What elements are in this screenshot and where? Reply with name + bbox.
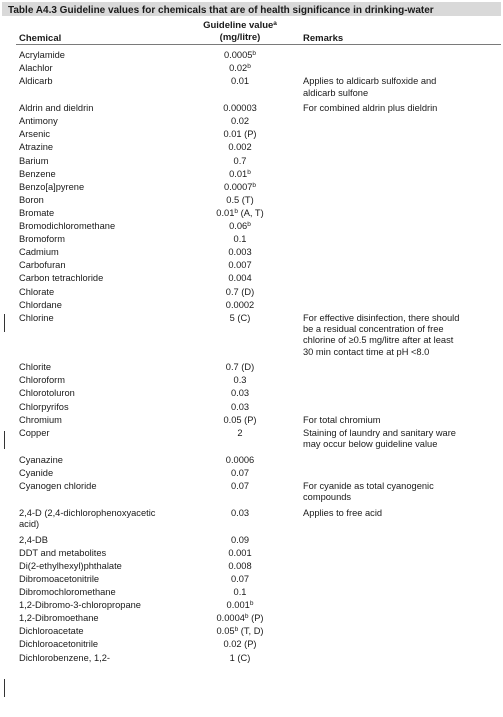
guideline-value-number: 0.1 — [233, 587, 247, 597]
footnote-mark: b — [247, 63, 251, 71]
chemical-name: Aldrin and dieldrin — [19, 103, 94, 114]
guideline-value — [195, 574, 285, 585]
guideline-value — [195, 287, 285, 298]
remarks-text: chlorine of ≥0.5 mg/litre after at least — [303, 335, 454, 346]
chemical-name: Dibromoacetonitrile — [19, 573, 100, 584]
remarks-text: 30 min contact time at pH <8.0 — [303, 346, 430, 357]
chemical-name: Chloroform — [19, 375, 65, 386]
chemical-name: Bromoform — [19, 234, 65, 245]
guideline-value — [195, 561, 285, 572]
guideline-value-number: 0.3 — [233, 375, 247, 386]
guideline-value — [195, 103, 285, 114]
revision-bar — [4, 314, 5, 332]
chemical-name: Boron — [19, 194, 44, 205]
chemical-name: Cyanogen chloride — [19, 480, 97, 491]
guideline-value-number: 1 (C) — [229, 652, 251, 663]
guideline-value — [195, 455, 285, 466]
chemical-name: Di(2-ethylhexyl)phthalate — [19, 560, 122, 571]
remarks-text: Applies to aldicarb sulfoxide and — [303, 76, 437, 87]
chemical-name: Carbon tetrachloride — [19, 273, 104, 284]
guideline-value-number: 0.03 — [230, 507, 250, 518]
chemical-name: Carbofuran — [19, 260, 66, 271]
guideline-value — [195, 639, 285, 650]
guideline-value-number: 0.001 — [228, 547, 252, 558]
revision-bar — [4, 431, 5, 449]
footnote-mark: b — [234, 626, 239, 634]
chemical-name: Chromium — [19, 414, 62, 425]
chemical-name: Dichlorobenzene, 1,2- — [19, 652, 110, 663]
header-guideline-value-label: Guideline value — [203, 20, 274, 31]
guideline-value — [195, 116, 285, 127]
remarks-text: For effective disinfection, there should — [303, 312, 460, 323]
title-bar — [2, 2, 501, 16]
chemical-name: Arsenic — [19, 129, 51, 140]
chemical-name: DDT and metabolites — [19, 547, 107, 558]
guideline-value-number: 5 (C) — [229, 312, 251, 323]
guideline-value-number: 0.1 — [233, 234, 247, 245]
guideline-value-designation: (T, D) — [238, 626, 264, 637]
guideline-value-number: 0.7 — [233, 155, 247, 166]
guideline-value — [195, 626, 285, 637]
guideline-value — [195, 169, 285, 180]
guideline-value-number: 2 — [237, 427, 243, 438]
guideline-value-number: 0.02 (P) — [223, 639, 257, 650]
footnote-mark: b — [234, 207, 239, 215]
guideline-value — [195, 415, 285, 426]
guideline-value — [195, 300, 285, 311]
guideline-value — [195, 535, 285, 546]
guideline-value — [195, 195, 285, 206]
guideline-value — [195, 428, 285, 439]
guideline-value-number: 0.01 (P) — [223, 129, 257, 140]
guideline-value-number: 0.004 — [228, 273, 252, 284]
chemical-name: Chlorpyrifos — [19, 401, 69, 412]
guideline-value-number: 0.008 — [228, 560, 252, 571]
chemical-name: 1,2-Dibromoethane — [19, 613, 99, 624]
guideline-value-designation: (P) — [248, 613, 264, 624]
remarks-text: For total chromium — [303, 414, 381, 425]
chemical-name: Alachlor — [19, 63, 53, 74]
chemical-name: Chlorite — [19, 362, 52, 373]
guideline-value-number: 0.002 — [228, 142, 252, 153]
chemical-name: Cyanide — [19, 467, 54, 478]
guideline-value-number: 0.05 — [216, 626, 235, 637]
remarks-text: be a residual concentration of free — [303, 324, 444, 334]
guideline-value — [195, 76, 285, 87]
guideline-value-number: 0.01 — [229, 168, 248, 179]
guideline-value-number: 0.001 — [226, 600, 250, 611]
chemical-name: Dibromochloromethane — [19, 587, 116, 597]
header-remarks: Remarks — [303, 33, 344, 44]
guideline-value — [195, 63, 285, 74]
footnote-mark: b — [247, 168, 251, 176]
chemical-name: 2,4-D (2,4-dichlorophenoxyacetic — [19, 507, 156, 518]
chemical-name: 1,2-Dibromo-3-chloropropane — [19, 600, 141, 611]
guideline-value — [195, 362, 285, 373]
guideline-value — [195, 260, 285, 271]
chemical-name: Antimony — [19, 116, 58, 127]
footnote-mark: b — [252, 181, 257, 189]
chemical-name: Benzene — [19, 168, 56, 179]
guideline-value — [195, 468, 285, 479]
guideline-value-number: 0.03 — [230, 401, 250, 412]
remarks-text: compounds — [303, 492, 352, 503]
chemical-name: Chlordane — [19, 299, 62, 310]
guideline-value-number: 0.09 — [230, 534, 250, 545]
remarks-text: For cyanide as total cyanogenic — [303, 480, 434, 491]
guideline-value — [195, 182, 285, 193]
chemical-name: Acrylamide — [19, 50, 65, 60]
remarks-text: Applies to free acid — [303, 507, 383, 518]
chemical-name: Barium — [19, 155, 49, 166]
guideline-value-number: 0.03 — [230, 388, 250, 399]
guideline-value — [195, 388, 285, 399]
footnote-mark: b — [249, 600, 254, 608]
guideline-value-number: 0.007 — [228, 260, 252, 271]
chemical-name: Copper — [19, 427, 50, 438]
guideline-value-number: 0.7 (D) — [225, 362, 255, 373]
guideline-value-number: 0.07 — [230, 467, 250, 478]
guideline-value — [195, 653, 285, 664]
guideline-value-number: 0.00003 — [223, 103, 257, 114]
header-rule — [16, 44, 501, 45]
guideline-value — [195, 156, 285, 167]
chemical-name: Chlorate — [19, 286, 55, 297]
chemical-name: 2,4-DB — [19, 534, 48, 545]
guideline-value-number: 0.0004 — [216, 613, 245, 624]
guideline-value — [195, 50, 285, 61]
guideline-value-number: 0.06 — [229, 221, 248, 231]
guideline-value-number: 0.0002 — [225, 299, 255, 310]
guideline-value — [195, 481, 285, 492]
chemical-name: Dichloroacetate — [19, 626, 84, 637]
guideline-value-number: 0.0006 — [225, 454, 255, 465]
chemical-name: Chlorine — [19, 312, 54, 323]
guideline-value-number: 0.07 — [230, 480, 250, 491]
guideline-value — [195, 613, 285, 624]
guideline-value-number: 0.0007 — [223, 181, 253, 192]
revision-bar — [4, 679, 5, 697]
guideline-value-number: 0.7 (D) — [225, 286, 255, 297]
footnote-mark: b — [247, 221, 251, 228]
chemical-name: Aldicarb — [19, 76, 53, 87]
guideline-value — [195, 234, 285, 245]
remarks-text: For combined aldrin plus dieldrin — [303, 103, 438, 114]
header-footnote-mark: a — [273, 20, 277, 27]
chemical-name: Cyanazine — [19, 454, 63, 465]
guideline-value-number: 0.02 — [230, 116, 250, 127]
guideline-value — [195, 600, 285, 611]
guideline-value — [195, 587, 285, 598]
chemical-name: Bromodichloromethane — [19, 221, 116, 231]
chemical-name: Benzo[a]pyrene — [19, 181, 85, 192]
table-title: Table A4.3 Guideline values for chemicals that are of health significance in drinking-water — [8, 5, 434, 16]
header-guideline-value — [195, 20, 285, 31]
guideline-value-number: 0.5 (T) — [226, 194, 254, 205]
footnote-mark: b — [244, 613, 249, 621]
guideline-value — [195, 208, 285, 219]
guideline-value — [195, 129, 285, 140]
guideline-value-number: 0.01 — [216, 207, 235, 218]
guideline-value-number: 0.02 — [229, 63, 248, 74]
guideline-value-number: 0.01 — [230, 76, 250, 87]
guideline-value-number: 0.003 — [228, 247, 252, 258]
guideline-value-number: 0.05 (P) — [223, 414, 257, 425]
remarks-text: aldicarb sulfone — [303, 87, 369, 98]
header-unit: (mg/litre) — [219, 32, 261, 43]
guideline-value-designation: (A, T) — [238, 207, 264, 218]
guideline-value — [195, 273, 285, 284]
guideline-value — [195, 402, 285, 413]
guideline-value — [195, 375, 285, 386]
chemical-name: acid) — [19, 519, 40, 529]
guideline-value — [195, 142, 285, 153]
guideline-value-number: 0.0005 — [223, 50, 253, 60]
footnote-mark: b — [252, 50, 257, 57]
chemical-name: Bromate — [19, 207, 55, 218]
guideline-value-number: 0.07 — [230, 573, 250, 584]
remarks-text: may occur below guideline value — [303, 439, 438, 449]
guideline-value — [195, 313, 285, 324]
chemical-name: Dichloroacetonitrile — [19, 639, 99, 650]
header-chemical: Chemical — [19, 33, 62, 44]
guideline-value — [195, 548, 285, 559]
remarks-text: Staining of laundry and sanitary ware — [303, 427, 456, 438]
guideline-value — [195, 221, 285, 232]
guideline-value — [195, 508, 285, 519]
guideline-value — [195, 247, 285, 258]
chemical-name: Atrazine — [19, 142, 54, 153]
chemical-name: Cadmium — [19, 247, 59, 258]
chemical-name: Chlorotoluron — [19, 388, 75, 399]
